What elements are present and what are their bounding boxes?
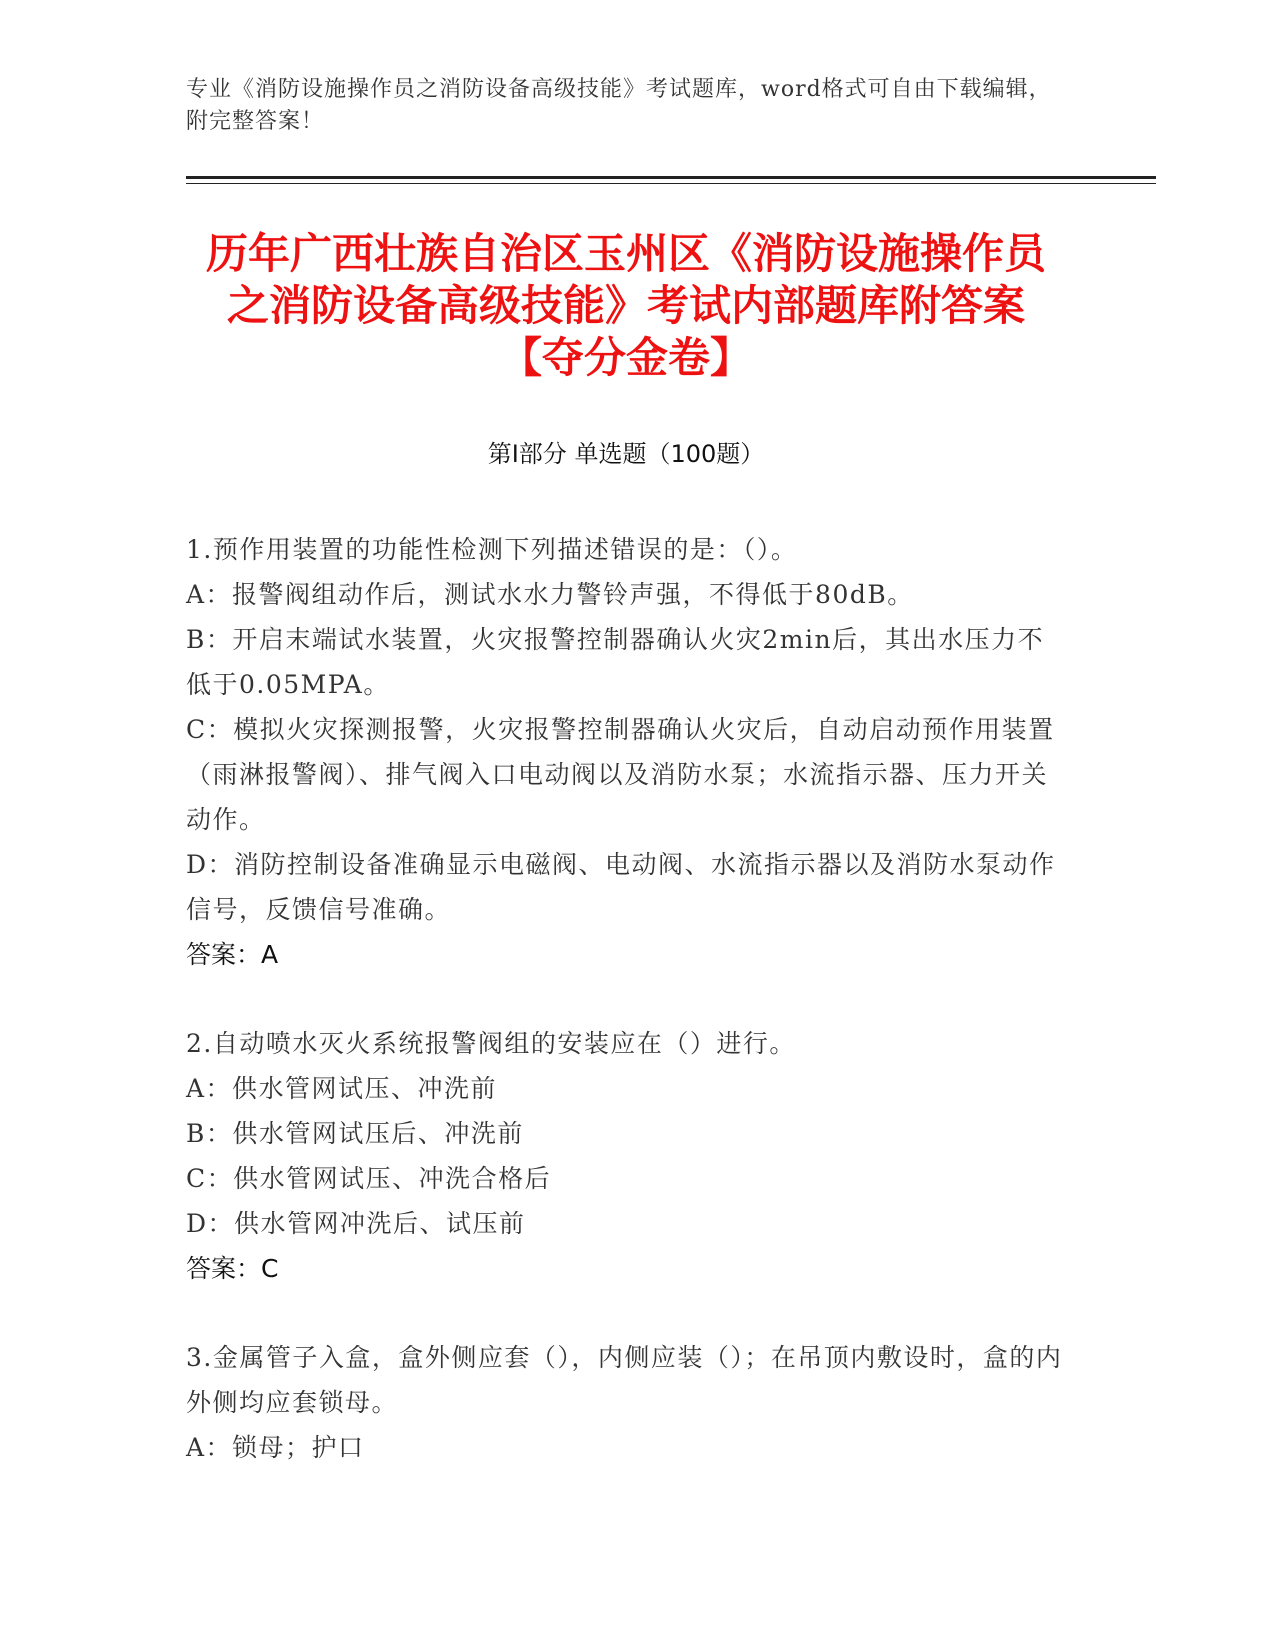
answer-line: [186, 1246, 1066, 1291]
question-3: [186, 1335, 1066, 1470]
header-note: 专业《消防设施操作员之消防设备高级技能》考试题库，word格式可自由下载编辑，附完整答案！: [186, 77, 1052, 134]
option-b: B：供水管网试压后、冲洗前: [186, 1119, 524, 1148]
header-divider-thin: [186, 183, 1156, 184]
option-a: A：报警阀组动作后，测试水水力警铃声强，不得低于80dB。: [186, 580, 914, 609]
section-title: 第Ⅰ部分 单选题（100题）: [487, 440, 765, 468]
document-title: 历年广西壮族自治区玉州区《消防设施操作员之消防设备高级技能》考试内部题库附答案【夺分金卷】: [205, 229, 1046, 382]
answer-value: C: [261, 1254, 279, 1283]
option-c: C：供水管网试压、冲洗合格后: [186, 1164, 552, 1193]
answer-value: A: [261, 940, 279, 969]
answer-label: 答案：: [186, 1254, 262, 1283]
question-2: [186, 1021, 1066, 1291]
question-stem: 2.自动喷水灭火系统报警阀组的安装应在（）进行。: [186, 1029, 796, 1058]
option-d: D：供水管网冲洗后、试压前: [186, 1209, 526, 1238]
option-a: A：锁母；护口: [186, 1433, 365, 1462]
answer-label: 答案：: [186, 940, 262, 969]
option-c: C：模拟火灾探测报警，火灾报警控制器确认火灾后，自动启动预作用装置（雨淋报警阀）、排气阀入口电动阀以及消防水泵；水流指示器、压力开关动作。: [186, 715, 1055, 834]
question-1: [186, 527, 1066, 977]
option-a: A：供水管网试压、冲洗前: [186, 1074, 498, 1103]
option-b: B：开启末端试水装置，火灾报警控制器确认火灾2min后，其出水压力不低于0.05MPA。: [186, 625, 1045, 699]
answer-line: [186, 932, 1066, 977]
question-list: [186, 527, 1066, 1514]
question-stem: 1.预作用装置的功能性检测下列描述错误的是：（）。: [186, 535, 798, 564]
header-divider-thick: [186, 176, 1156, 179]
option-d: D：消防控制设备准确显示电磁阀、电动阀、水流指示器以及消防水泵动作信号，反馈信号准确。: [186, 850, 1056, 924]
question-stem: 3.金属管子入盒，盒外侧应套（），内侧应装（）；在吊顶内敷设时，盒的内外侧均应套锁母。: [186, 1343, 1063, 1417]
